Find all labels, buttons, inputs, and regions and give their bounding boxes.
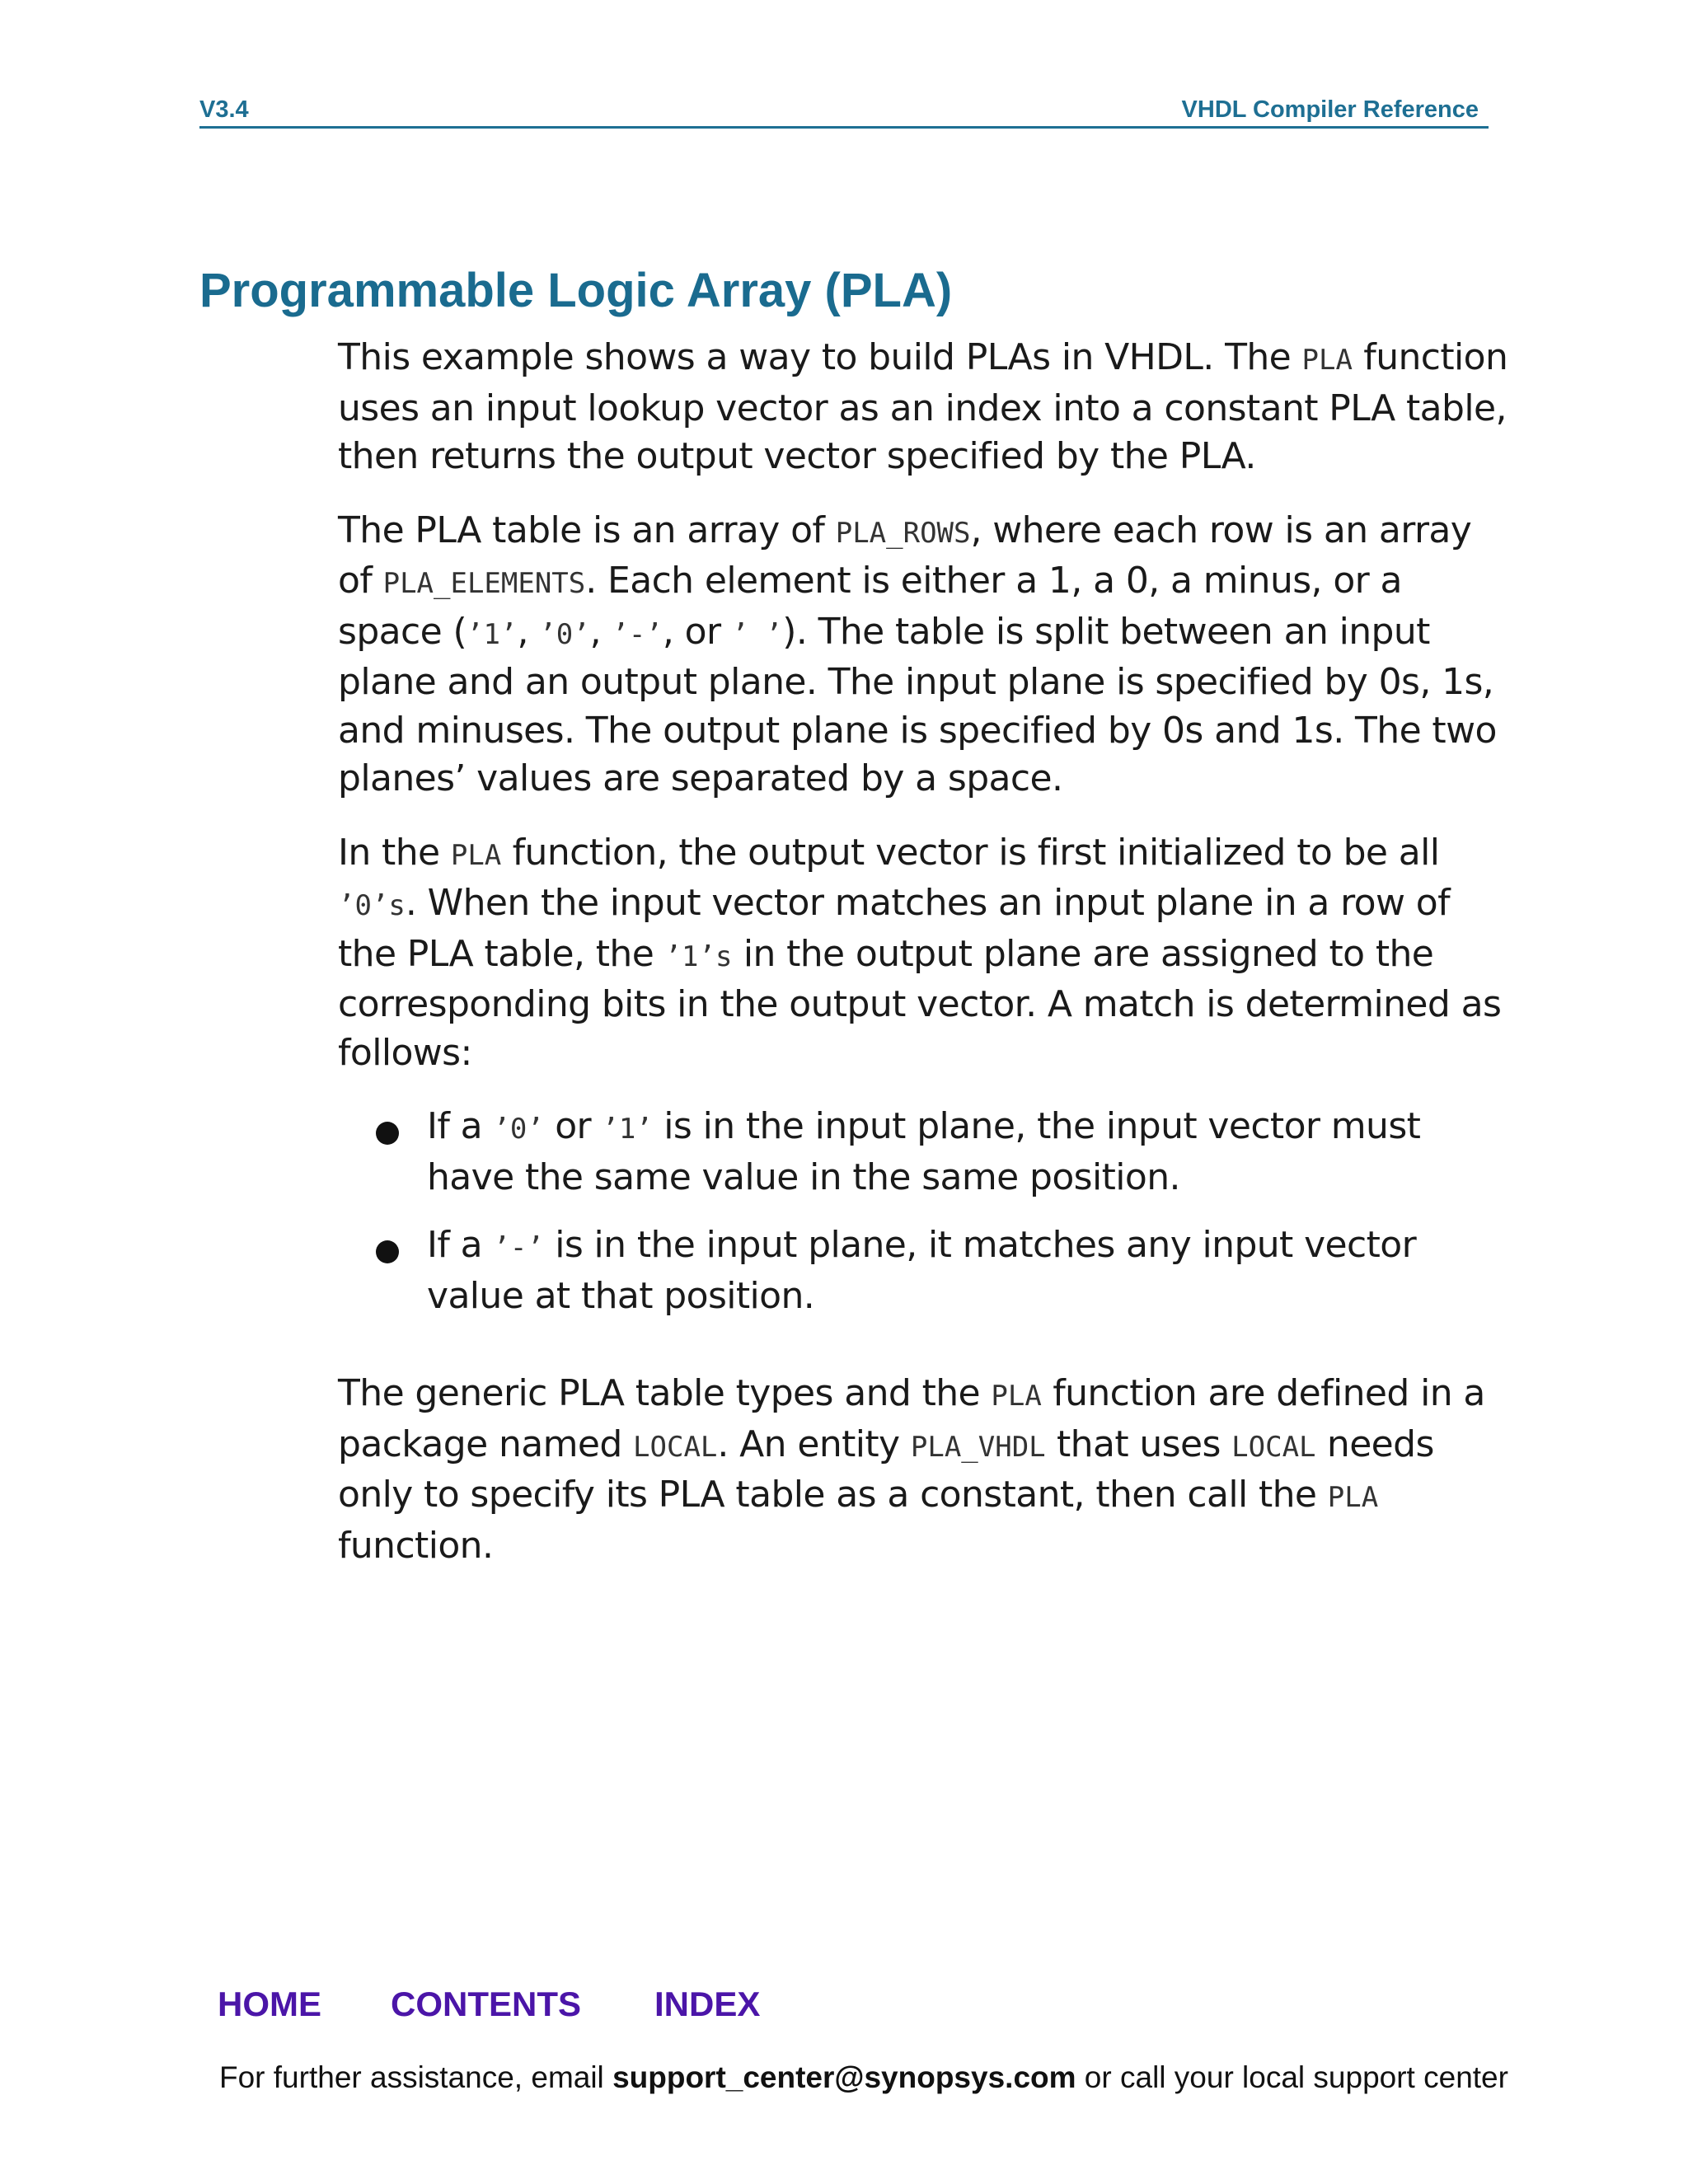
- code-term: PLA_VHDL: [910, 1430, 1046, 1464]
- paragraph-package-description: The generic PLA table types and the PLA function are defined in a package named LOCAL. An entity PLA_VHDL that uses LOCAL needs only to specify its PLA table as a constant, then call the PLA function.: [338, 1372, 1485, 1567]
- list-item: If a ’-’ is in the input plane, it matches any input vector value at that position.: [427, 1221, 1508, 1320]
- code-term: ’0’s: [338, 889, 406, 922]
- index-link[interactable]: INDEX: [654, 1985, 761, 2023]
- code-term: PLA: [991, 1380, 1042, 1413]
- page-header: [199, 93, 1489, 129]
- code-term: PLA: [450, 838, 502, 872]
- code-term: ’ ’: [731, 617, 783, 651]
- code-term: ’-’: [493, 1231, 544, 1264]
- code-term: ’1’: [467, 617, 518, 651]
- contents-link[interactable]: CONTENTS: [391, 1985, 581, 2023]
- code-term: LOCAL: [633, 1430, 718, 1464]
- code-term: ’0’: [539, 617, 590, 651]
- section-body: [338, 334, 1508, 1596]
- code-term: ’1’: [602, 1113, 653, 1146]
- document-title: VHDL Compiler Reference: [1181, 96, 1479, 123]
- version-label: V3.4: [199, 96, 249, 123]
- match-rules-list: [338, 1103, 1508, 1320]
- bullet-icon: [376, 1122, 399, 1145]
- support-text-suffix: or call your local support center: [1076, 2060, 1508, 2094]
- paragraph-intro: This example shows a way to build PLAs in VHDL. The PLA function uses an input lookup vector as an index into a constant PLA table, then returns the output vector specified by the PLA.: [338, 336, 1508, 477]
- section-title: Programmable Logic Array (PLA): [199, 264, 953, 317]
- support-email[interactable]: support_center@synopsys.com: [612, 2060, 1076, 2094]
- code-term: LOCAL: [1231, 1430, 1316, 1464]
- code-term: PLA: [1327, 1481, 1379, 1514]
- list-item: If a ’0’ or ’1’ is in the input plane, the input vector must have the same value in the same position.: [427, 1103, 1508, 1202]
- bullet-icon: [376, 1240, 399, 1263]
- support-footer: [219, 2060, 1508, 2095]
- code-term: ’1’s: [664, 940, 733, 973]
- home-link[interactable]: HOME: [218, 1985, 321, 2023]
- code-term: ’0’: [493, 1113, 544, 1146]
- support-text-prefix: For further assistance, email: [219, 2060, 613, 2094]
- paragraph-table-description: The PLA table is an array of PLA_ROWS, where each row is an array of PLA_ELEMENTS. Each element is either a 1, a 0, a minus, or a space (’1’, ’0’, ’-’, or ’ ’). The table is split between an input plane and an output plane. The input plane is specified by 0s, 1s, and minuses. The output plane is specified by 0s and 1s. The two planes’ values are separated by a space.: [338, 509, 1497, 799]
- code-term: PLA_ROWS: [835, 516, 971, 550]
- code-term: ’-’: [612, 617, 663, 651]
- code-term: PLA_ELEMENTS: [382, 567, 586, 600]
- code-term: PLA: [1301, 344, 1353, 377]
- paragraph-function-description: In the PLA function, the output vector is first initialized to be all ’0’s. When the input vector matches an input plane in a row of the PLA table, the ’1’s in the output plane are assigned to the corresponding bits in the output vector. A match is determined as follows:: [338, 831, 1502, 1074]
